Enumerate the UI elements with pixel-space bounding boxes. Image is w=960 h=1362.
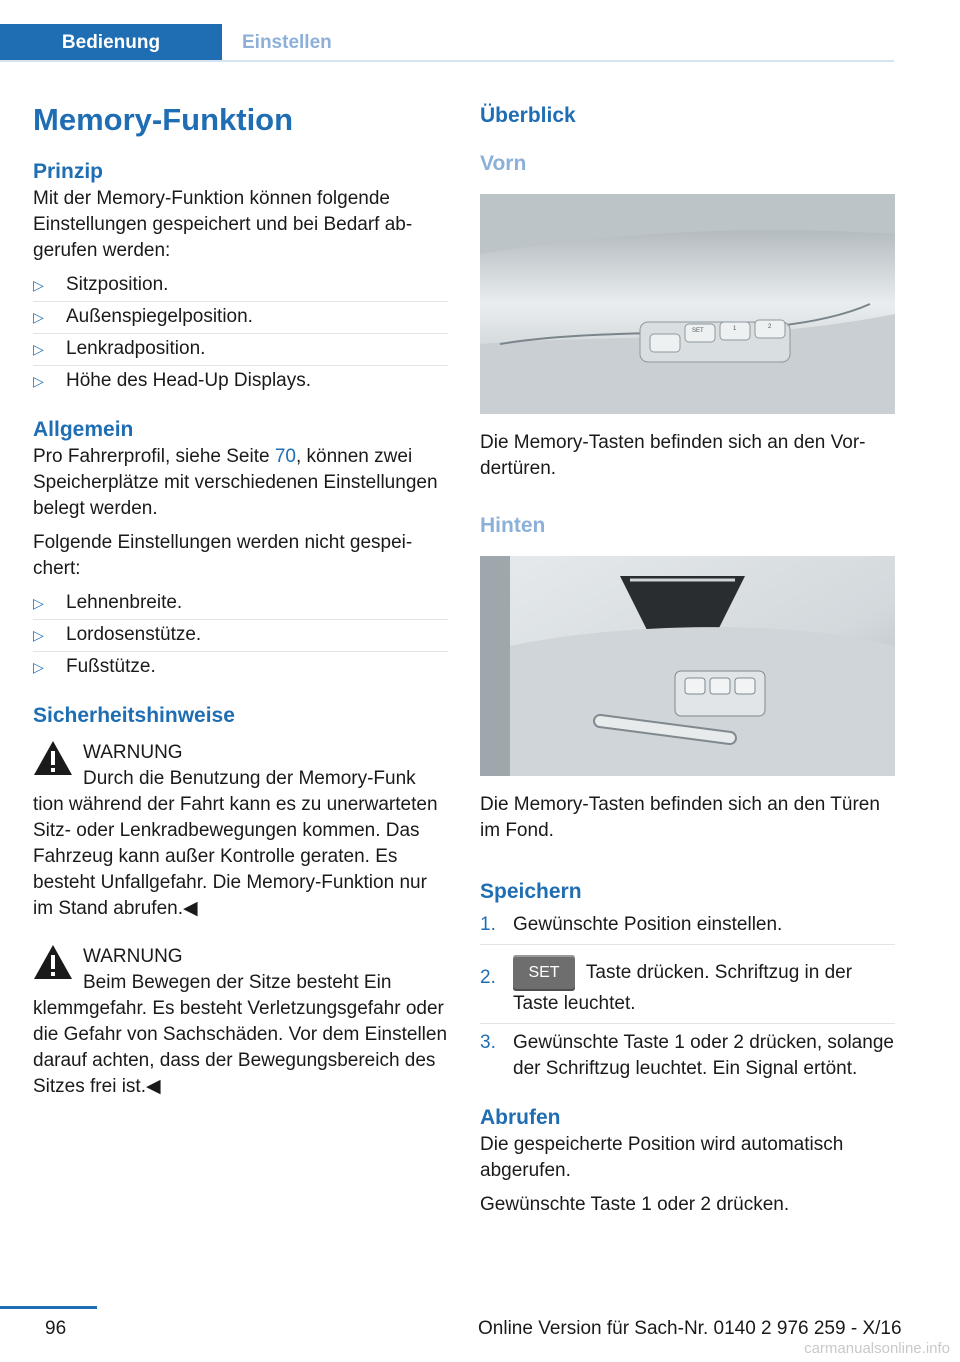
watermark: carmanualsonline.info [804, 1340, 950, 1357]
rear-door-illustration [480, 556, 895, 776]
heading-ueberblick: Überblick [480, 104, 576, 127]
heading-sicherheitshinweise: Sicherheitshinweise [33, 704, 235, 727]
warning-text: Beim Bewegen der Sitze besteht Ein klemmgefahr. Es besteht Verletzungsgefahr oder die Gefahr von Sachschäden. Vor dem Einstellen darauf achten, dass der Bewegungsbereich des Sitzes frei ist.◀ [33, 972, 448, 1097]
triangle-bullet-icon: ▷ [33, 277, 44, 293]
heading-prinzip: Prinzip [33, 160, 104, 183]
warning-title: WARNUNG [83, 946, 183, 967]
vorn-caption: Die Memory-Tasten befinden sich an den Vordertüren. [480, 432, 866, 479]
set-key-icon: SET [513, 955, 575, 991]
heading-allgemein: Allgemein [33, 418, 134, 441]
front-set-button-label: SET [692, 328, 704, 334]
abrufen-text-2: Gewünschte Taste 1 oder 2 drücken. [480, 1194, 790, 1215]
triangle-bullet-icon: ▷ [33, 595, 44, 611]
footer-line [0, 1306, 97, 1309]
warning-title: WARNUNG [83, 742, 183, 763]
front-button-1-label: 1 [733, 326, 737, 332]
allgemein-text-2: Folgende Einstellungen werden nicht gespeichert: [33, 532, 413, 579]
triangle-bullet-icon: ▷ [33, 309, 44, 325]
page-title: Memory-Funktion [33, 102, 294, 137]
allgemein-text: Pro Fahrerprofil, siehe Seite 70, können zwei Speicherplätze mit verschiedenen Einstellungen belegt werden. [33, 446, 438, 519]
list-item: ▷ Lordosenstütze. [33, 622, 448, 654]
prinzip-list [33, 272, 448, 400]
triangle-bullet-icon: ▷ [33, 627, 44, 643]
page-link-70[interactable]: 70 [274, 446, 296, 467]
header-divider [0, 60, 894, 62]
heading-speichern: Speichern [480, 880, 582, 903]
warning-block [33, 740, 448, 922]
right-column [480, 98, 895, 1218]
triangle-bullet-icon: ▷ [33, 659, 44, 675]
rear-door-image [480, 556, 895, 776]
triangle-bullet-icon: ▷ [33, 341, 44, 357]
list-item: ▷ Lenkradposition. [33, 336, 448, 368]
list-item: 1. Gewünschte Position einstellen. [480, 912, 895, 945]
warning-triangle-icon [33, 944, 73, 980]
heading-abrufen: Abrufen [480, 1106, 561, 1129]
heading-hinten: Hinten [480, 514, 546, 537]
list-item: 3. Gewünschte Taste 1 oder 2 drücken, solange der Schriftzug leuchtet. Ein Signal ertönt. [480, 1032, 894, 1079]
prinzip-text: Mit der Memory-Funktion können folgende Einstellungen gespeichert und bei Bedarf abgerufen werden: [33, 188, 413, 261]
triangle-bullet-icon: ▷ [33, 373, 44, 389]
front-button-2-label: 2 [768, 324, 772, 330]
list-item: ▷ Höhe des Head-Up Displays. [33, 368, 448, 400]
front-door-illustration [480, 194, 895, 414]
warning-triangle-icon [33, 740, 73, 776]
list-item: ▷ Fußstütze. [33, 654, 448, 686]
list-item: ▷ Sitzposition. [33, 272, 448, 304]
allgemein-list [33, 590, 448, 686]
left-column [33, 98, 448, 1100]
speichern-steps [480, 912, 895, 1082]
list-item: ▷ Lehnenbreite. [33, 590, 448, 622]
footer-online-version: Online Version für Sach-Nr. 0140 2 976 259 - X/16 [478, 1318, 902, 1339]
tab-einstellen[interactable]: Einstellen [224, 24, 894, 61]
list-item: ▷ Außenspiegelposition. [33, 304, 448, 336]
tab-bedienung[interactable]: Bedienung [0, 24, 222, 61]
abrufen-text: Die gespeicherte Position wird automatisch abgerufen. [480, 1134, 844, 1181]
page-number: 96 [45, 1318, 67, 1339]
front-door-image [480, 194, 895, 414]
warning-text: Durch die Benutzung der Memory-Funk tion während der Fahrt kann es zu unerwarteten Sitz- oder Lenkradbewegungen kommen. Das Fahrzeug kann außer Kontrolle geraten. Es besteht Unfallgefahr. Die Memory-Funktion nur im Stand abrufen.◀ [33, 768, 438, 919]
warning-block [33, 944, 448, 1100]
list-item: 2. SET Taste drücken. Schriftzug in der Taste leuchtet. [480, 945, 895, 1024]
heading-vorn: Vorn [480, 152, 527, 175]
hinten-caption: Die Memory-Tasten befinden sich an den Türen im Fond. [480, 794, 880, 841]
